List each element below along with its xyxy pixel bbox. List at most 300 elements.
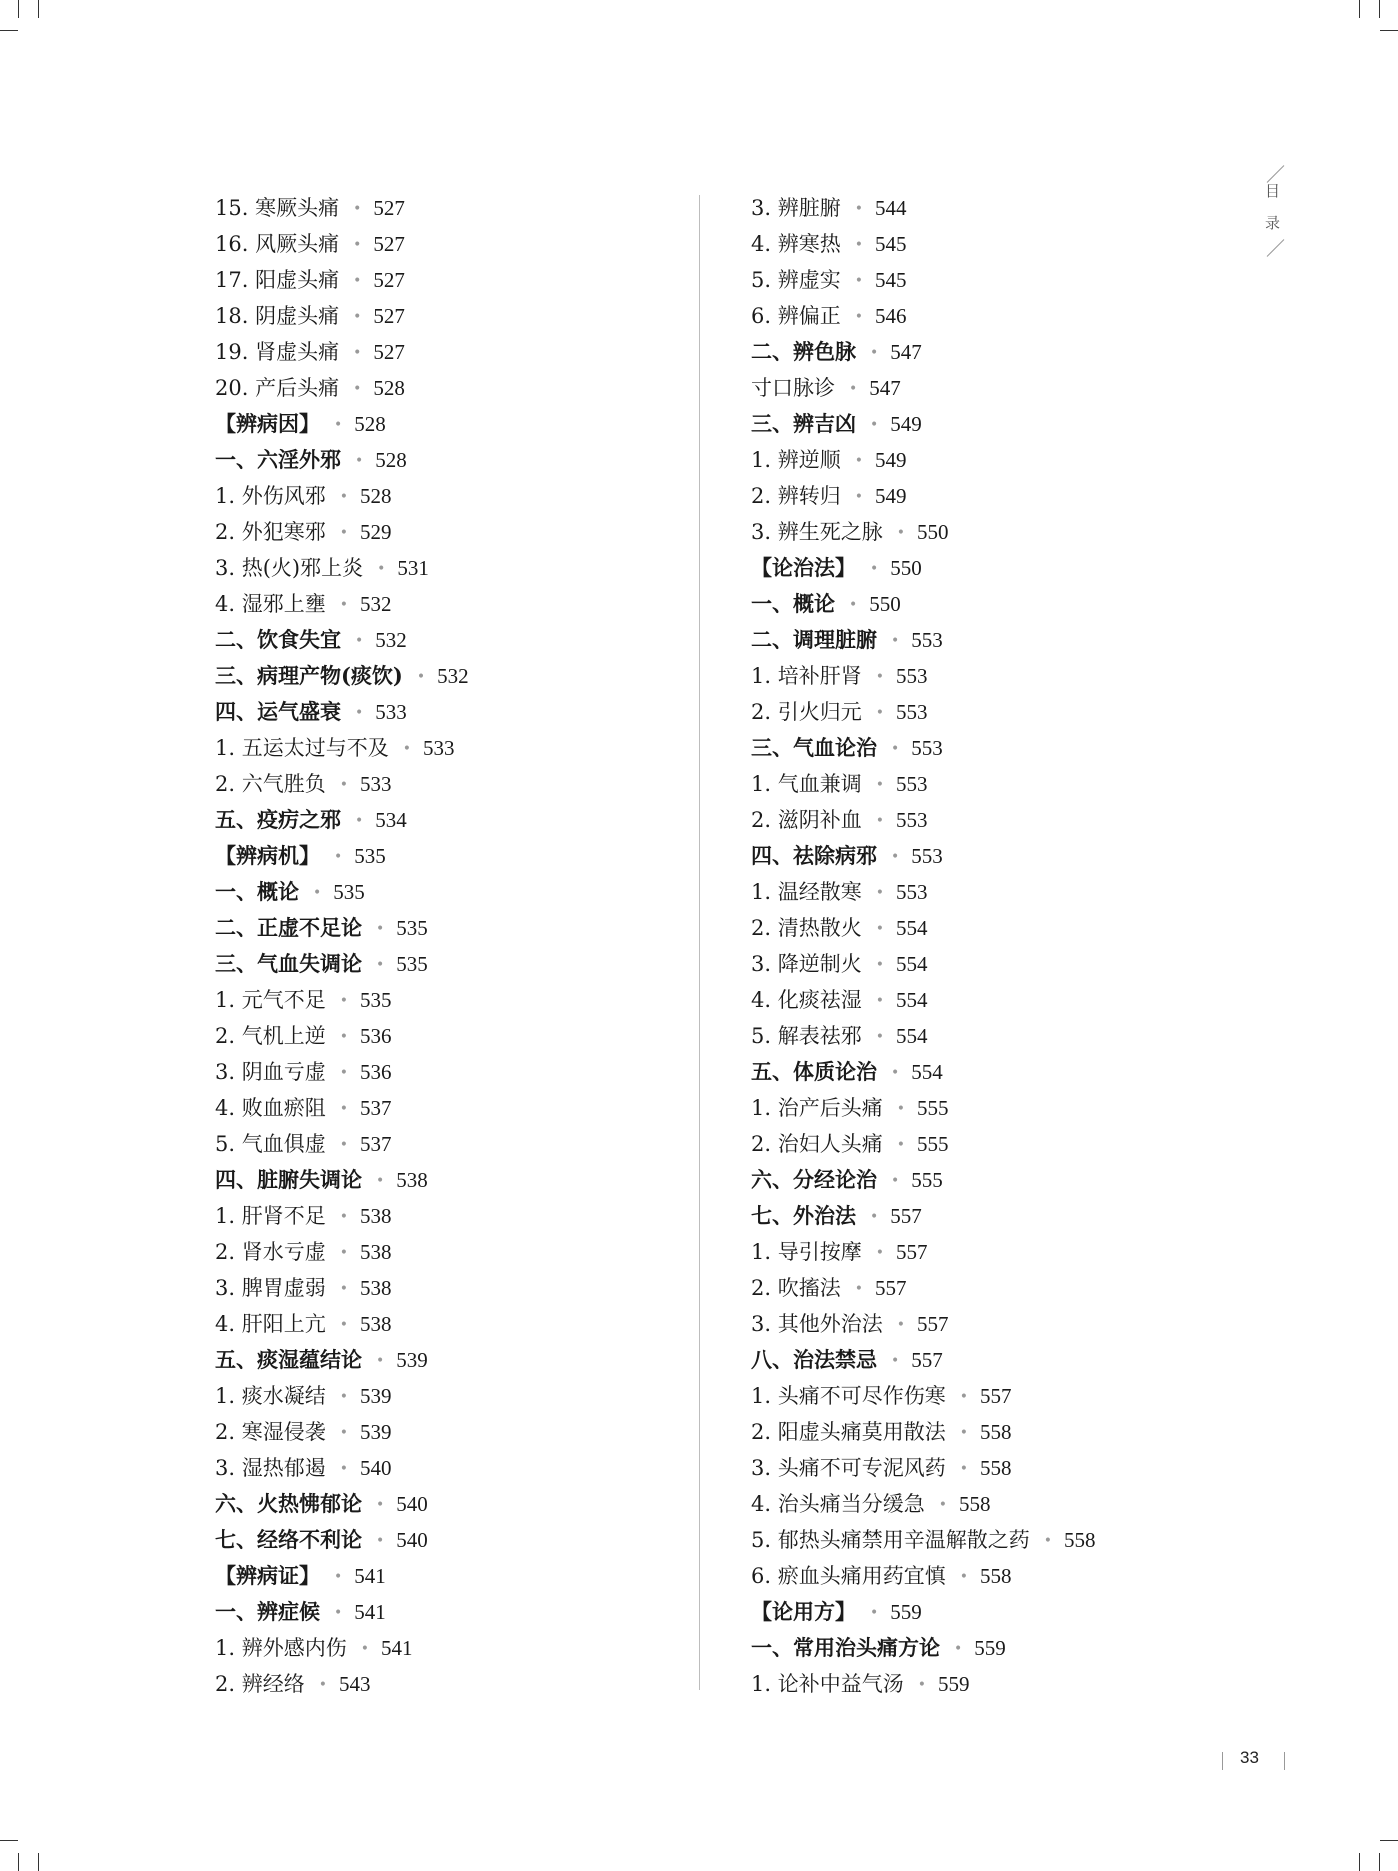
toc-entry[interactable]: [751, 514, 1231, 550]
toc-entry-label: 七、外治法: [751, 1203, 856, 1228]
toc-separator-dot: •: [854, 273, 863, 289]
toc-entry-page: 545: [874, 268, 907, 292]
toc-entry-page: 528: [375, 448, 407, 472]
toc-entry[interactable]: [751, 1306, 1231, 1342]
column-divider: [699, 195, 700, 1690]
toc-entry[interactable]: [215, 262, 695, 298]
toc-entry-page: 537: [359, 1132, 392, 1156]
toc-entry-label: 寸口脉诊: [751, 376, 835, 400]
toc-entry-page: 527: [373, 196, 405, 220]
toc-separator-dot: •: [376, 921, 385, 937]
toc-entry[interactable]: [215, 226, 695, 262]
toc-entry-label: 【论用方】: [751, 1599, 856, 1624]
toc-entry[interactable]: [215, 874, 695, 910]
toc-entry-page: 528: [354, 412, 386, 436]
toc-separator-dot: •: [891, 849, 900, 865]
toc-entry-page: 538: [359, 1276, 392, 1300]
toc-entry-label: 2. 肾水亏虚: [215, 1240, 326, 1264]
toc-entry[interactable]: [215, 1378, 695, 1414]
toc-entry-label: 3. 脾胃虚弱: [215, 1276, 326, 1300]
toc-entry-label: 3. 湿热郁遏: [215, 1456, 326, 1480]
toc-entry-label: 2. 辨转归: [751, 484, 841, 508]
toc-entry-label: 【论治法】: [751, 555, 856, 580]
toc-entry[interactable]: [215, 1018, 695, 1054]
toc-entry-page: 557: [895, 1240, 928, 1264]
toc-entry-page: 549: [874, 448, 907, 472]
toc-entry[interactable]: [751, 1054, 1231, 1090]
toc-separator-dot: •: [875, 885, 884, 901]
toc-separator-dot: •: [353, 309, 362, 325]
toc-entry[interactable]: [751, 370, 1231, 406]
toc-entry[interactable]: [215, 334, 695, 370]
toc-entry-label: 1. 肝肾不足: [215, 1204, 326, 1228]
toc-entry-label: 4. 湿邪上壅: [215, 592, 326, 616]
toc-entry-page: 558: [958, 1492, 991, 1516]
toc-entry-label: 16. 风厥头痛: [215, 232, 340, 256]
toc-separator-dot: •: [875, 993, 884, 1009]
toc-entry-page: 553: [895, 700, 928, 724]
toc-entry-page: 528: [359, 484, 392, 508]
toc-entry[interactable]: [215, 1414, 695, 1450]
toc-entry-page: 554: [895, 988, 928, 1012]
toc-entry[interactable]: [751, 1270, 1231, 1306]
toc-separator-dot: •: [854, 489, 863, 505]
toc-separator-dot: •: [339, 1101, 348, 1117]
toc-separator-dot: •: [334, 849, 343, 865]
toc-entry[interactable]: [215, 982, 695, 1018]
toc-entry-page: 550: [890, 556, 922, 580]
toc-entry-page: 538: [359, 1204, 392, 1228]
toc-entry-page: 536: [359, 1024, 392, 1048]
toc-separator-dot: •: [353, 381, 362, 397]
toc-entry-label: 二、饮食失宜: [215, 627, 341, 652]
toc-entry-label: 3. 辨生死之脉: [751, 520, 883, 544]
toc-separator-dot: •: [954, 1641, 963, 1657]
toc-entry-page: 554: [911, 1060, 943, 1084]
toc-separator-dot: •: [376, 1173, 385, 1189]
page-number-bar-right: [1284, 1752, 1285, 1770]
toc-entry[interactable]: [215, 910, 695, 946]
toc-entry[interactable]: [215, 1450, 695, 1486]
toc-entry-page: 558: [979, 1456, 1012, 1480]
toc-entry-page: 535: [333, 880, 365, 904]
toc-entry-page: 546: [874, 304, 907, 328]
toc-entry-page: 549: [890, 412, 922, 436]
toc-separator-dot: •: [896, 1137, 905, 1153]
toc-entry[interactable]: [215, 1270, 695, 1306]
toc-entry-label: 5. 解表祛邪: [751, 1024, 862, 1048]
toc-entry-label: 17. 阳虚头痛: [215, 268, 340, 292]
toc-entry-label: 五、体质论治: [751, 1059, 877, 1084]
toc-entry-page: 553: [911, 736, 943, 760]
toc-separator-dot: •: [891, 1065, 900, 1081]
toc-entry[interactable]: [751, 1486, 1231, 1522]
toc-entry[interactable]: [215, 1522, 695, 1558]
toc-entry[interactable]: [215, 442, 695, 478]
toc-separator-dot: •: [355, 813, 364, 829]
toc-entry-page: 544: [874, 196, 907, 220]
toc-entry-label: 5. 郁热头痛禁用辛温解散之药: [751, 1528, 1030, 1552]
toc-entry-label: 3. 降逆制火: [751, 952, 862, 976]
toc-separator-dot: •: [896, 1101, 905, 1117]
toc-entry-label: 2. 治妇人头痛: [751, 1132, 883, 1156]
toc-entry-label: 二、调理脏腑: [751, 627, 877, 652]
toc-entry[interactable]: [215, 190, 695, 226]
toc-separator-dot: •: [1043, 1533, 1052, 1549]
toc-entry[interactable]: [751, 1522, 1231, 1558]
toc-entry-page: 553: [895, 808, 928, 832]
toc-separator-dot: •: [891, 633, 900, 649]
toc-entry[interactable]: [751, 622, 1231, 658]
toc-entry-page: 558: [979, 1420, 1012, 1444]
toc-entry-label: 2. 寒湿侵袭: [215, 1420, 326, 1444]
toc-separator-dot: •: [339, 1317, 348, 1333]
toc-entry-page: 553: [895, 664, 928, 688]
toc-entry[interactable]: [215, 1342, 695, 1378]
toc-right-column: [751, 190, 1231, 1702]
toc-entry[interactable]: [751, 586, 1231, 622]
toc-entry[interactable]: [751, 226, 1231, 262]
toc-entry[interactable]: [215, 1198, 695, 1234]
toc-entry[interactable]: [751, 1666, 1231, 1702]
toc-entry-page: 555: [916, 1132, 949, 1156]
toc-entry-label: 2. 吹搐法: [751, 1276, 841, 1300]
toc-separator-dot: •: [854, 1281, 863, 1297]
toc-entry-label: 5. 辨虚实: [751, 268, 841, 292]
toc-entry-label: 一、六淫外邪: [215, 447, 341, 472]
toc-entry[interactable]: [215, 550, 695, 586]
toc-entry[interactable]: [751, 334, 1231, 370]
toc-entry[interactable]: [751, 1378, 1231, 1414]
toc-separator-dot: •: [339, 1281, 348, 1297]
toc-entry[interactable]: [215, 694, 695, 730]
toc-separator-dot: •: [339, 1461, 348, 1477]
toc-entry-label: 七、经络不利论: [215, 1527, 362, 1552]
toc-entry[interactable]: [215, 1630, 695, 1666]
toc-entry[interactable]: [215, 1126, 695, 1162]
toc-separator-dot: •: [938, 1497, 947, 1513]
toc-entry-label: 1. 辨逆顺: [751, 448, 841, 472]
toc-separator-dot: •: [896, 525, 905, 541]
toc-entry-page: 540: [396, 1492, 428, 1516]
toc-entry-label: 2. 六气胜负: [215, 772, 326, 796]
toc-entry-page: 533: [422, 736, 455, 760]
toc-entry[interactable]: [751, 1450, 1231, 1486]
toc-entry-page: 553: [895, 880, 928, 904]
toc-separator-dot: •: [318, 1677, 327, 1693]
toc-entry[interactable]: [215, 1306, 695, 1342]
toc-entry-page: 559: [974, 1636, 1006, 1660]
toc-entry-label: 二、正虚不足论: [215, 915, 362, 940]
toc-separator-dot: •: [875, 957, 884, 973]
toc-separator-dot: •: [849, 381, 858, 397]
toc-entry-page: 532: [359, 592, 392, 616]
toc-separator-dot: •: [849, 597, 858, 613]
toc-entry-page: 528: [373, 376, 405, 400]
toc-separator-dot: •: [891, 741, 900, 757]
toc-entry[interactable]: [751, 766, 1231, 802]
toc-entry-label: 2. 清热散火: [751, 916, 862, 940]
toc-entry[interactable]: [751, 1414, 1231, 1450]
toc-separator-dot: •: [360, 1641, 369, 1657]
toc-entry[interactable]: [751, 838, 1231, 874]
toc-entry-page: 559: [890, 1600, 922, 1624]
toc-entry-page: 541: [354, 1600, 386, 1624]
toc-separator-dot: •: [339, 1389, 348, 1405]
toc-entry-page: 550: [869, 592, 901, 616]
toc-entry-label: 三、辨吉凶: [751, 411, 856, 436]
toc-entry-page: 532: [375, 628, 407, 652]
toc-entry-page: 549: [874, 484, 907, 508]
toc-separator-dot: •: [896, 1317, 905, 1333]
toc-separator-dot: •: [339, 1065, 348, 1081]
toc-entry-label: 1. 论补中益气汤: [751, 1672, 904, 1696]
toc-separator-dot: •: [355, 453, 364, 469]
toc-entry-label: 1. 五运太过与不及: [215, 736, 389, 760]
toc-entry-page: 527: [373, 268, 405, 292]
toc-entry-page: 547: [869, 376, 901, 400]
toc-entry-label: 6. 瘀血头痛用药宜慎: [751, 1564, 946, 1588]
toc-separator-dot: •: [875, 777, 884, 793]
toc-entry-label: 2. 气机上逆: [215, 1024, 326, 1048]
crop-mark: [1359, 0, 1360, 18]
crop-mark: [18, 0, 19, 18]
toc-entry-page: 539: [359, 1384, 392, 1408]
toc-entry[interactable]: [215, 658, 695, 694]
toc-entry[interactable]: [215, 622, 695, 658]
crop-mark: [1380, 30, 1398, 31]
toc-entry-page: 531: [397, 556, 429, 580]
page-number: 33: [1240, 1748, 1259, 1767]
toc-entry[interactable]: [215, 1234, 695, 1270]
toc-entry-page: 539: [396, 1348, 428, 1372]
toc-separator-dot: •: [875, 1245, 884, 1261]
toc-separator-dot: •: [353, 273, 362, 289]
toc-entry-page: 555: [911, 1168, 943, 1192]
toc-entry-label: 3. 头痛不可专泥风药: [751, 1456, 946, 1480]
crop-mark: [0, 1840, 18, 1841]
toc-separator-dot: •: [355, 633, 364, 649]
toc-entry-page: 545: [874, 232, 907, 256]
toc-entry[interactable]: [215, 1054, 695, 1090]
toc-entry[interactable]: [215, 1666, 695, 1702]
toc-entry-page: 537: [359, 1096, 392, 1120]
toc-entry-page: 540: [359, 1456, 392, 1480]
toc-entry-label: 三、病理产物(痰饮): [215, 663, 403, 688]
toc-entry[interactable]: [751, 1090, 1231, 1126]
toc-entry-label: 2. 阳虚头痛莫用散法: [751, 1420, 946, 1444]
toc-entry[interactable]: [215, 946, 695, 982]
toc-entry-page: 553: [911, 628, 943, 652]
toc-entry-label: 一、概论: [751, 591, 835, 616]
toc-entry[interactable]: [751, 1594, 1231, 1630]
toc-entry[interactable]: [751, 262, 1231, 298]
toc-entry[interactable]: [751, 658, 1231, 694]
toc-entry[interactable]: [215, 478, 695, 514]
toc-separator-dot: •: [334, 417, 343, 433]
side-label-mu: 目: [1265, 182, 1281, 200]
toc-entry[interactable]: [751, 1198, 1231, 1234]
toc-entry[interactable]: [751, 442, 1231, 478]
toc-entry[interactable]: [215, 1090, 695, 1126]
toc-separator-dot: •: [334, 1569, 343, 1585]
toc-entry-page: 532: [437, 664, 469, 688]
crop-mark: [1379, 0, 1380, 18]
toc-entry[interactable]: [751, 1018, 1231, 1054]
toc-entry[interactable]: [215, 586, 695, 622]
toc-entry-page: 534: [375, 808, 407, 832]
toc-entry-label: 四、运气盛衰: [215, 699, 341, 724]
toc-separator-dot: •: [870, 1605, 879, 1621]
toc-entry[interactable]: [751, 802, 1231, 838]
toc-entry[interactable]: [751, 478, 1231, 514]
toc-entry-label: 3. 其他外治法: [751, 1312, 883, 1336]
toc-entry-page: 541: [354, 1564, 386, 1588]
toc-separator-dot: •: [959, 1389, 968, 1405]
toc-separator-dot: •: [875, 921, 884, 937]
toc-entry-label: 2. 引火归元: [751, 700, 862, 724]
toc-entry-label: 2. 外犯寒邪: [215, 520, 326, 544]
toc-separator-dot: •: [959, 1461, 968, 1477]
toc-separator-dot: •: [339, 525, 348, 541]
toc-separator-dot: •: [854, 237, 863, 253]
crop-mark: [1379, 1853, 1380, 1871]
toc-entry[interactable]: [215, 730, 695, 766]
toc-entry[interactable]: [751, 982, 1231, 1018]
crop-mark: [0, 30, 18, 31]
toc-entry-page: 557: [979, 1384, 1012, 1408]
toc-entry-label: 1. 辨外感内伤: [215, 1636, 347, 1660]
toc-entry[interactable]: [215, 1594, 695, 1630]
toc-separator-dot: •: [339, 1029, 348, 1045]
toc-entry-label: 1. 头痛不可尽作伤寒: [751, 1384, 946, 1408]
toc-entry[interactable]: [215, 406, 695, 442]
side-label-slash-bottom: [1267, 239, 1285, 257]
toc-entry[interactable]: [751, 1162, 1231, 1198]
toc-separator-dot: •: [377, 561, 386, 577]
toc-entry-page: 553: [895, 772, 928, 796]
toc-entry-page: 547: [890, 340, 922, 364]
toc-entry-page: 557: [911, 1348, 943, 1372]
toc-separator-dot: •: [875, 669, 884, 685]
toc-entry-label: 三、气血论治: [751, 735, 877, 760]
toc-entry-label: 1. 治产后头痛: [751, 1096, 883, 1120]
toc-entry[interactable]: [215, 370, 695, 406]
toc-entry[interactable]: [751, 874, 1231, 910]
toc-entry-page: 527: [373, 232, 405, 256]
toc-entry-page: 533: [359, 772, 392, 796]
toc-entry[interactable]: [751, 694, 1231, 730]
toc-entry-page: 535: [396, 916, 428, 940]
toc-separator-dot: •: [376, 1497, 385, 1513]
toc-entry[interactable]: [215, 838, 695, 874]
toc-separator-dot: •: [376, 957, 385, 973]
toc-separator-dot: •: [891, 1353, 900, 1369]
toc-entry[interactable]: [215, 1162, 695, 1198]
toc-entry-label: 20. 产后头痛: [215, 376, 340, 400]
toc-entry-page: 541: [380, 1636, 413, 1660]
toc-entry-label: 四、祛除病邪: [751, 843, 877, 868]
toc-entry-page: 527: [373, 340, 405, 364]
toc-entry-label: 2. 滋阴补血: [751, 808, 862, 832]
toc-entry-label: 4. 败血瘀阻: [215, 1096, 326, 1120]
toc-separator-dot: •: [854, 309, 863, 325]
toc-entry[interactable]: [751, 1558, 1231, 1594]
toc-entry[interactable]: [751, 730, 1231, 766]
toc-entry[interactable]: [215, 766, 695, 802]
toc-entry[interactable]: [751, 550, 1231, 586]
toc-separator-dot: •: [339, 1209, 348, 1225]
toc-separator-dot: •: [339, 489, 348, 505]
toc-entry-label: 4. 治头痛当分缓急: [751, 1492, 925, 1516]
toc-entry-page: 558: [979, 1564, 1012, 1588]
toc-separator-dot: •: [339, 993, 348, 1009]
toc-entry-page: 543: [338, 1672, 371, 1696]
crop-mark: [38, 0, 39, 18]
toc-separator-dot: •: [334, 1605, 343, 1621]
toc-entry-page: 550: [916, 520, 949, 544]
toc-entry-label: 五、疫疠之邪: [215, 807, 341, 832]
toc-entry-page: 557: [874, 1276, 907, 1300]
toc-entry-label: 一、辨症候: [215, 1599, 320, 1624]
toc-separator-dot: •: [891, 1173, 900, 1189]
toc-separator-dot: •: [854, 453, 863, 469]
toc-entry-label: 3. 阴血亏虚: [215, 1060, 326, 1084]
toc-entry[interactable]: [751, 1234, 1231, 1270]
toc-entry-page: 538: [359, 1312, 392, 1336]
toc-separator-dot: •: [870, 1209, 879, 1225]
toc-separator-dot: •: [870, 561, 879, 577]
toc-entry[interactable]: [751, 406, 1231, 442]
toc-separator-dot: •: [339, 1245, 348, 1261]
toc-entry-label: 八、治法禁忌: [751, 1347, 877, 1372]
crop-mark: [1380, 1840, 1398, 1841]
toc-entry[interactable]: [751, 298, 1231, 334]
toc-entry[interactable]: [215, 1486, 695, 1522]
toc-entry-page: 536: [359, 1060, 392, 1084]
toc-separator-dot: •: [353, 201, 362, 217]
toc-entry-label: 1. 温经散寒: [751, 880, 862, 904]
toc-entry-page: 555: [916, 1096, 949, 1120]
crop-mark: [18, 1853, 19, 1871]
toc-separator-dot: •: [870, 417, 879, 433]
toc-entry[interactable]: [751, 910, 1231, 946]
toc-entry[interactable]: [751, 946, 1231, 982]
toc-entry[interactable]: [215, 802, 695, 838]
toc-entry-label: 【辨病因】: [215, 411, 320, 436]
toc-entry[interactable]: [751, 1630, 1231, 1666]
toc-entry[interactable]: [215, 514, 695, 550]
toc-separator-dot: •: [339, 1137, 348, 1153]
toc-entry-label: 3. 热(火)邪上炎: [215, 556, 364, 580]
toc-entry-page: 538: [396, 1168, 428, 1192]
toc-entry-page: 540: [396, 1528, 428, 1552]
toc-entry-label: 六、分经论治: [751, 1167, 877, 1192]
toc-entry-page: 535: [396, 952, 428, 976]
toc-separator-dot: •: [376, 1533, 385, 1549]
toc-entry[interactable]: [215, 1558, 695, 1594]
toc-entry[interactable]: [751, 1342, 1231, 1378]
toc-entry[interactable]: [751, 1126, 1231, 1162]
toc-entry-label: 一、常用治头痛方论: [751, 1635, 940, 1660]
toc-separator-dot: •: [854, 201, 863, 217]
toc-entry[interactable]: [215, 298, 695, 334]
toc-entry-page: 535: [354, 844, 386, 868]
toc-entry[interactable]: [751, 190, 1231, 226]
toc-entry-label: 【辨病机】: [215, 843, 320, 868]
toc-entry-page: 533: [375, 700, 407, 724]
toc-entry-label: 一、概论: [215, 879, 299, 904]
